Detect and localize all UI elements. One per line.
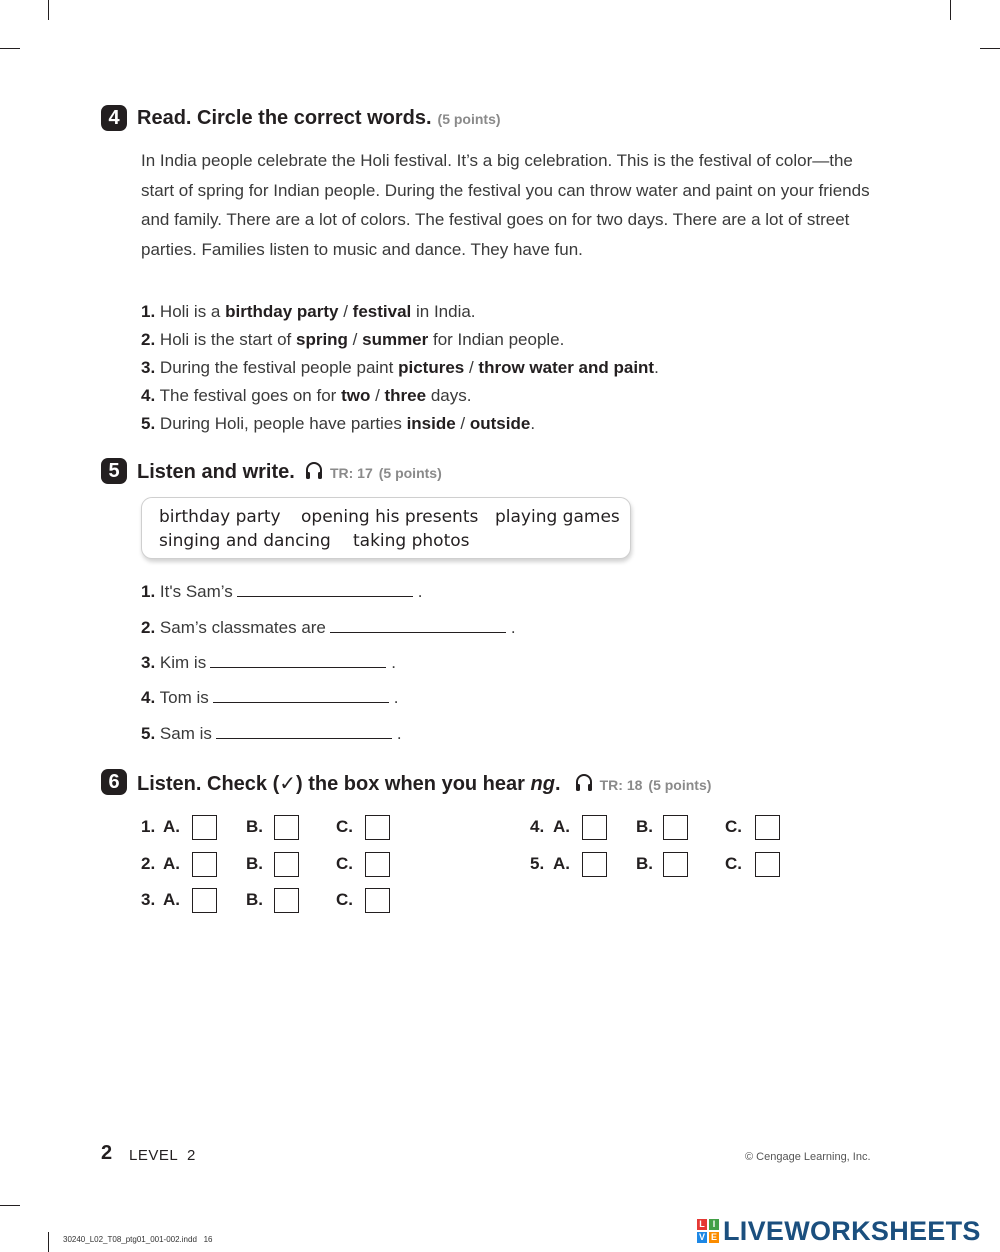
checkbox[interactable] (274, 815, 299, 840)
check-row-number: 4. (530, 817, 545, 836)
circle-option[interactable]: summer (362, 330, 429, 349)
write-question-1: 1. It's Sam’s . (141, 582, 423, 601)
word-bank-item: birthday party (159, 507, 281, 527)
logo-text: LIVEWORKSHEETS (723, 1215, 981, 1246)
crop-mark (0, 48, 20, 49)
word-bank-item: opening his presents (301, 507, 479, 527)
section-6-number: 6 (101, 769, 127, 795)
option-label: A. (163, 854, 180, 873)
circle-option[interactable]: pictures (398, 358, 465, 377)
write-question-5: 5. Sam is . (141, 724, 402, 743)
checkbox[interactable] (192, 888, 217, 913)
circle-question-1: 1. Holi is a birthday party / festival in India. (141, 302, 476, 321)
option-label: B. (636, 854, 653, 873)
circle-option[interactable]: two (341, 386, 371, 405)
option-label: C. (725, 817, 742, 836)
answer-blank[interactable] (330, 618, 506, 633)
option-label: B. (636, 817, 653, 836)
option-label: C. (336, 890, 353, 909)
copyright: © Cengage Learning, Inc. (745, 1151, 871, 1163)
circle-option[interactable]: three (384, 386, 427, 405)
section-6-points: (5 points) (648, 777, 712, 793)
checkbox[interactable] (274, 888, 299, 913)
headphones-icon (574, 772, 594, 792)
section-4-title (137, 107, 501, 130)
option-label: C. (336, 854, 353, 873)
crop-mark (48, 1232, 49, 1252)
checkbox[interactable] (192, 815, 217, 840)
answer-blank[interactable] (216, 724, 392, 739)
check-row-number: 3. (141, 890, 156, 909)
section-6-title: Listen. Check (✓) the box when you hear ng. TR: 18 (5 points) (137, 773, 712, 795)
crop-mark (980, 48, 1000, 49)
write-question-3: 3. Kim is . (141, 653, 396, 672)
checkbox[interactable] (663, 852, 688, 877)
logo-tile: V (698, 1232, 705, 1242)
section-6-track: TR: 18 (599, 777, 643, 793)
option-label: A. (163, 890, 180, 909)
answer-blank[interactable] (210, 653, 386, 668)
page-number: 2 (101, 1142, 113, 1164)
word-bank-item: playing games (495, 507, 620, 527)
circle-option[interactable]: birthday party (225, 302, 339, 321)
section-5-number: 5 (101, 458, 127, 484)
liveworksheets-logo (697, 1216, 981, 1246)
section-5-title-text: Listen and write. (137, 461, 295, 483)
option-label: A. (553, 854, 570, 873)
circle-question-5: 5. During Holi, people have parties inside / outside. (141, 414, 536, 433)
option-label: B. (246, 854, 263, 873)
option-label: A. (163, 817, 180, 836)
check-row-number: 2. (141, 854, 156, 873)
answer-blank[interactable] (237, 582, 413, 597)
circle-question-4: 4. The festival goes on for two / three days. (141, 386, 472, 405)
circle-option[interactable]: inside (406, 414, 456, 433)
option-label: C. (336, 817, 353, 836)
logo-tile: E (710, 1232, 717, 1242)
section-4-number: 4 (101, 105, 127, 131)
checkbox[interactable] (365, 888, 390, 913)
answer-blank[interactable] (213, 688, 389, 703)
checkbox[interactable] (755, 815, 780, 840)
checkbox[interactable] (755, 852, 780, 877)
checkbox[interactable] (663, 815, 688, 840)
write-question-2: 2. Sam’s classmates are . (141, 618, 516, 637)
checkbox[interactable] (365, 815, 390, 840)
section-5-title (137, 460, 442, 484)
write-question-4: 4. Tom is . (141, 688, 399, 707)
headphones-icon (304, 460, 324, 480)
logo-tile: I (709, 1219, 719, 1230)
option-label: B. (246, 890, 263, 909)
section-5-track: TR: 17 (329, 465, 373, 481)
circle-option[interactable]: festival (352, 302, 412, 321)
circle-question-3: 3. During the festival people paint pictures / throw water and paint. (141, 358, 659, 377)
option-label: C. (725, 854, 742, 873)
crop-mark (48, 0, 49, 20)
checkbox[interactable] (582, 852, 607, 877)
logo-tiles-icon (697, 1219, 719, 1243)
level-label: LEVEL 2 (129, 1147, 196, 1164)
word-bank-item: taking photos (353, 531, 470, 551)
circle-option[interactable]: throw water and paint (478, 358, 655, 377)
crop-mark (950, 0, 951, 20)
section-5-points: (5 points) (378, 465, 442, 481)
checkbox[interactable] (274, 852, 299, 877)
option-label: B. (246, 817, 263, 836)
crop-mark (0, 1205, 20, 1206)
check-row-number: 5. (530, 854, 545, 873)
word-bank-item: singing and dancing (159, 531, 331, 551)
circle-option[interactable]: spring (295, 330, 348, 349)
reading-passage: In India people celebrate the Holi festival. It’s a big celebration. This is the festival of color—the start of spring for Indian people. During the festival you can throw water and paint on your friends and family. There are a lot of colors. The festival goes on for two days. There are a lot of street parties. Families listen to music and dance. They have fun. (141, 151, 870, 259)
word-bank (141, 497, 631, 559)
circle-option[interactable]: outside (469, 414, 531, 433)
check-row-number: 1. (141, 817, 156, 836)
checkbox[interactable] (582, 815, 607, 840)
checkbox[interactable] (365, 852, 390, 877)
checkbox[interactable] (192, 852, 217, 877)
section-4-points: (5 points) (437, 111, 501, 127)
logo-tile: L (697, 1219, 707, 1230)
option-label: A. (553, 817, 570, 836)
file-slug: 30240_L02_T08_ptg01_001-002.indd 16 (63, 1235, 213, 1244)
circle-question-2: 2. Holi is the start of spring / summer for Indian people. (141, 330, 565, 349)
section-4-title-text: Read. Circle the correct words. (137, 107, 432, 129)
